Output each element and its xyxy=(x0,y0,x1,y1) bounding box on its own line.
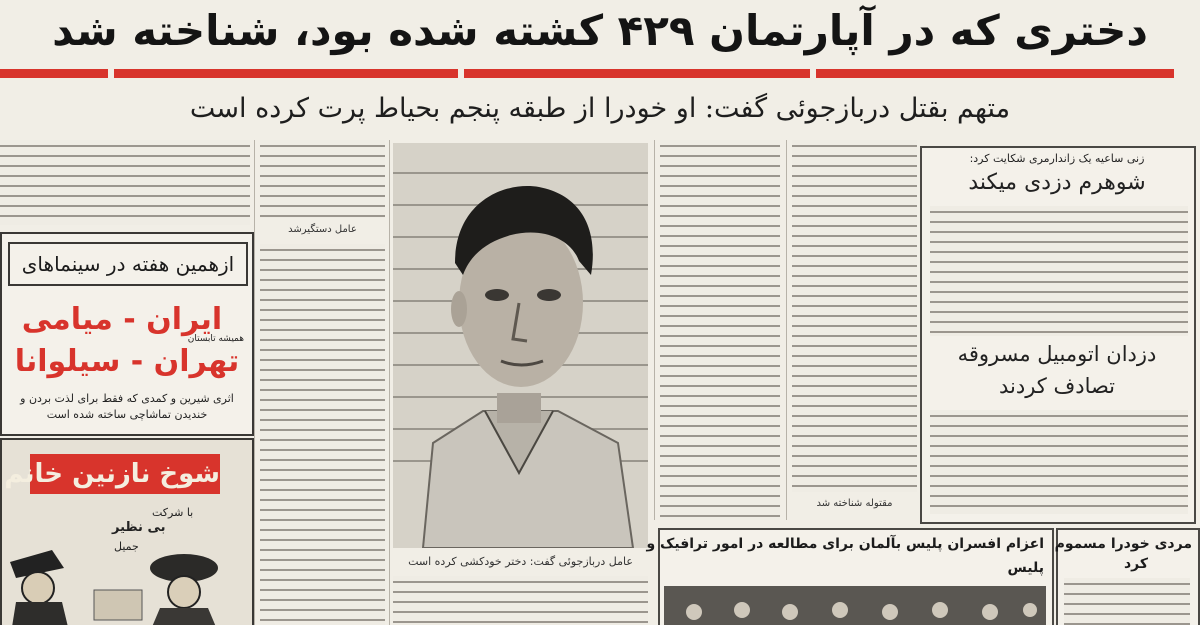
subheadline: متهم بقتل دربازجوئی گفت: او خودرا از طبقه پنجم بحیاط پرت کرده است xyxy=(189,93,1011,124)
cinema-ad-tagline2: خندیدن تماشاچی ساخته شده است xyxy=(46,408,208,421)
bottom-right-story-box xyxy=(1056,528,1200,625)
right-story-title2-line2: تصادف کردند xyxy=(998,374,1116,398)
red-rule xyxy=(114,69,458,78)
cinema-ad-line2: تهران - سیلوانا xyxy=(14,344,240,379)
right-story-title: شوهرم دزدی میکند xyxy=(968,170,1146,195)
red-rule xyxy=(816,69,1174,78)
right-story-box xyxy=(920,146,1196,524)
text-column-5 xyxy=(792,140,917,520)
text-column-left-top xyxy=(0,140,250,225)
bottom-story-title2: پلیس xyxy=(1007,560,1044,576)
cinema-ad-tagline1: اثری شیرین و کمدی که فقط برای لذت بردن و xyxy=(20,392,234,405)
column-label-right: مقتوله شناخته شد xyxy=(816,498,893,509)
red-rule xyxy=(0,69,108,78)
column-label-left: عامل دستگیرشد xyxy=(288,224,357,235)
column-divider xyxy=(654,140,655,520)
poster-sub3: جمیل xyxy=(114,540,139,553)
text-column-4 xyxy=(660,140,780,520)
right-story-kicker: زنی ساعیه یک زاندارمری شکایت کرد: xyxy=(969,152,1145,165)
portrait-photo xyxy=(393,143,648,548)
poster-illustration xyxy=(2,440,252,625)
poster-sub1: با شرکت xyxy=(152,506,194,519)
group-photo xyxy=(664,586,1046,625)
group-photo-illustration xyxy=(664,586,1046,625)
red-rule xyxy=(464,69,810,78)
poster-title: شوخ نازنین خانم xyxy=(30,454,220,494)
right-story-text xyxy=(930,206,1188,336)
text-column-under-photo xyxy=(393,576,648,625)
portrait-illustration xyxy=(393,143,648,548)
cinema-ad-title: ازهمین هفته در سینماهای xyxy=(8,242,248,286)
right-story-title2-line1: دزدان اتومبیل مسروقه xyxy=(957,342,1157,366)
cinema-ad xyxy=(0,232,254,436)
poster-sub2: بی نظیر xyxy=(112,520,166,535)
bottom-right-story-title1: مردی خودرا مسموم xyxy=(1054,536,1192,552)
cinema-ad-line1: ایران - میامی xyxy=(21,302,223,337)
column-divider xyxy=(254,140,255,625)
right-story-text2 xyxy=(930,410,1188,514)
bottom-right-story-text xyxy=(1064,578,1190,625)
column-divider xyxy=(786,140,787,520)
column-divider xyxy=(389,140,390,625)
bottom-story-title1: اعزام افسران پلیس بآلمان برای مطالعه در امور ترافیک و xyxy=(646,536,1044,552)
main-headline: دختری که در آپارتمان ۴۲۹ کشته شده بود، شناخته شد xyxy=(52,6,1148,55)
photo-caption: عامل دربازجوئی گفت: دختر خودکشی کرده است xyxy=(408,555,633,568)
bottom-right-story-title2: کرد xyxy=(1123,556,1148,572)
movie-poster xyxy=(0,438,254,625)
body-text xyxy=(0,140,250,225)
text-column-2 xyxy=(260,140,385,625)
cinema-ad-small: همیشه تابستان xyxy=(187,334,244,344)
